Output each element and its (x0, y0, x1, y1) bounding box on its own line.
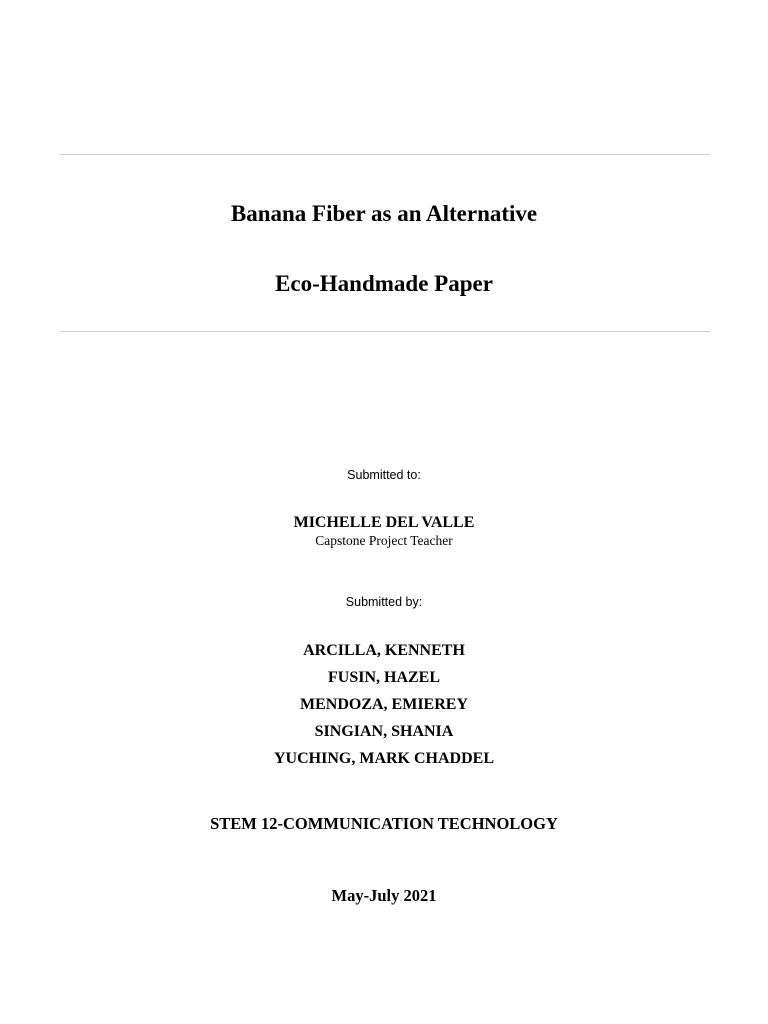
author-name: YUCHING, MARK CHADDEL (274, 750, 494, 767)
author-list (0, 641, 768, 776)
date: May-July 2021 (331, 886, 437, 905)
title-line-1: Banana Fiber as an Alternative (230, 201, 538, 226)
strand-section: STEM 12-COMMUNICATION TECHNOLOGY (210, 814, 558, 833)
author-name: ARCILLA, KENNETH (303, 642, 465, 659)
author-name: FUSIN, HAZEL (327, 669, 441, 686)
author-name: SINGIAN, SHANIA (314, 723, 454, 740)
title-line-2: Eco-Handmade Paper (275, 271, 493, 296)
bottom-divider (60, 331, 710, 332)
teacher-name: MICHELLE DEL VALLE (293, 514, 475, 531)
teacher-role: Capstone Project Teacher (315, 533, 453, 548)
submitted-to-label: Submitted to: (347, 468, 421, 482)
submitted-by-label: Submitted by: (345, 595, 423, 609)
author-name: MENDOZA, EMIEREY (299, 696, 468, 713)
top-divider (60, 154, 710, 155)
